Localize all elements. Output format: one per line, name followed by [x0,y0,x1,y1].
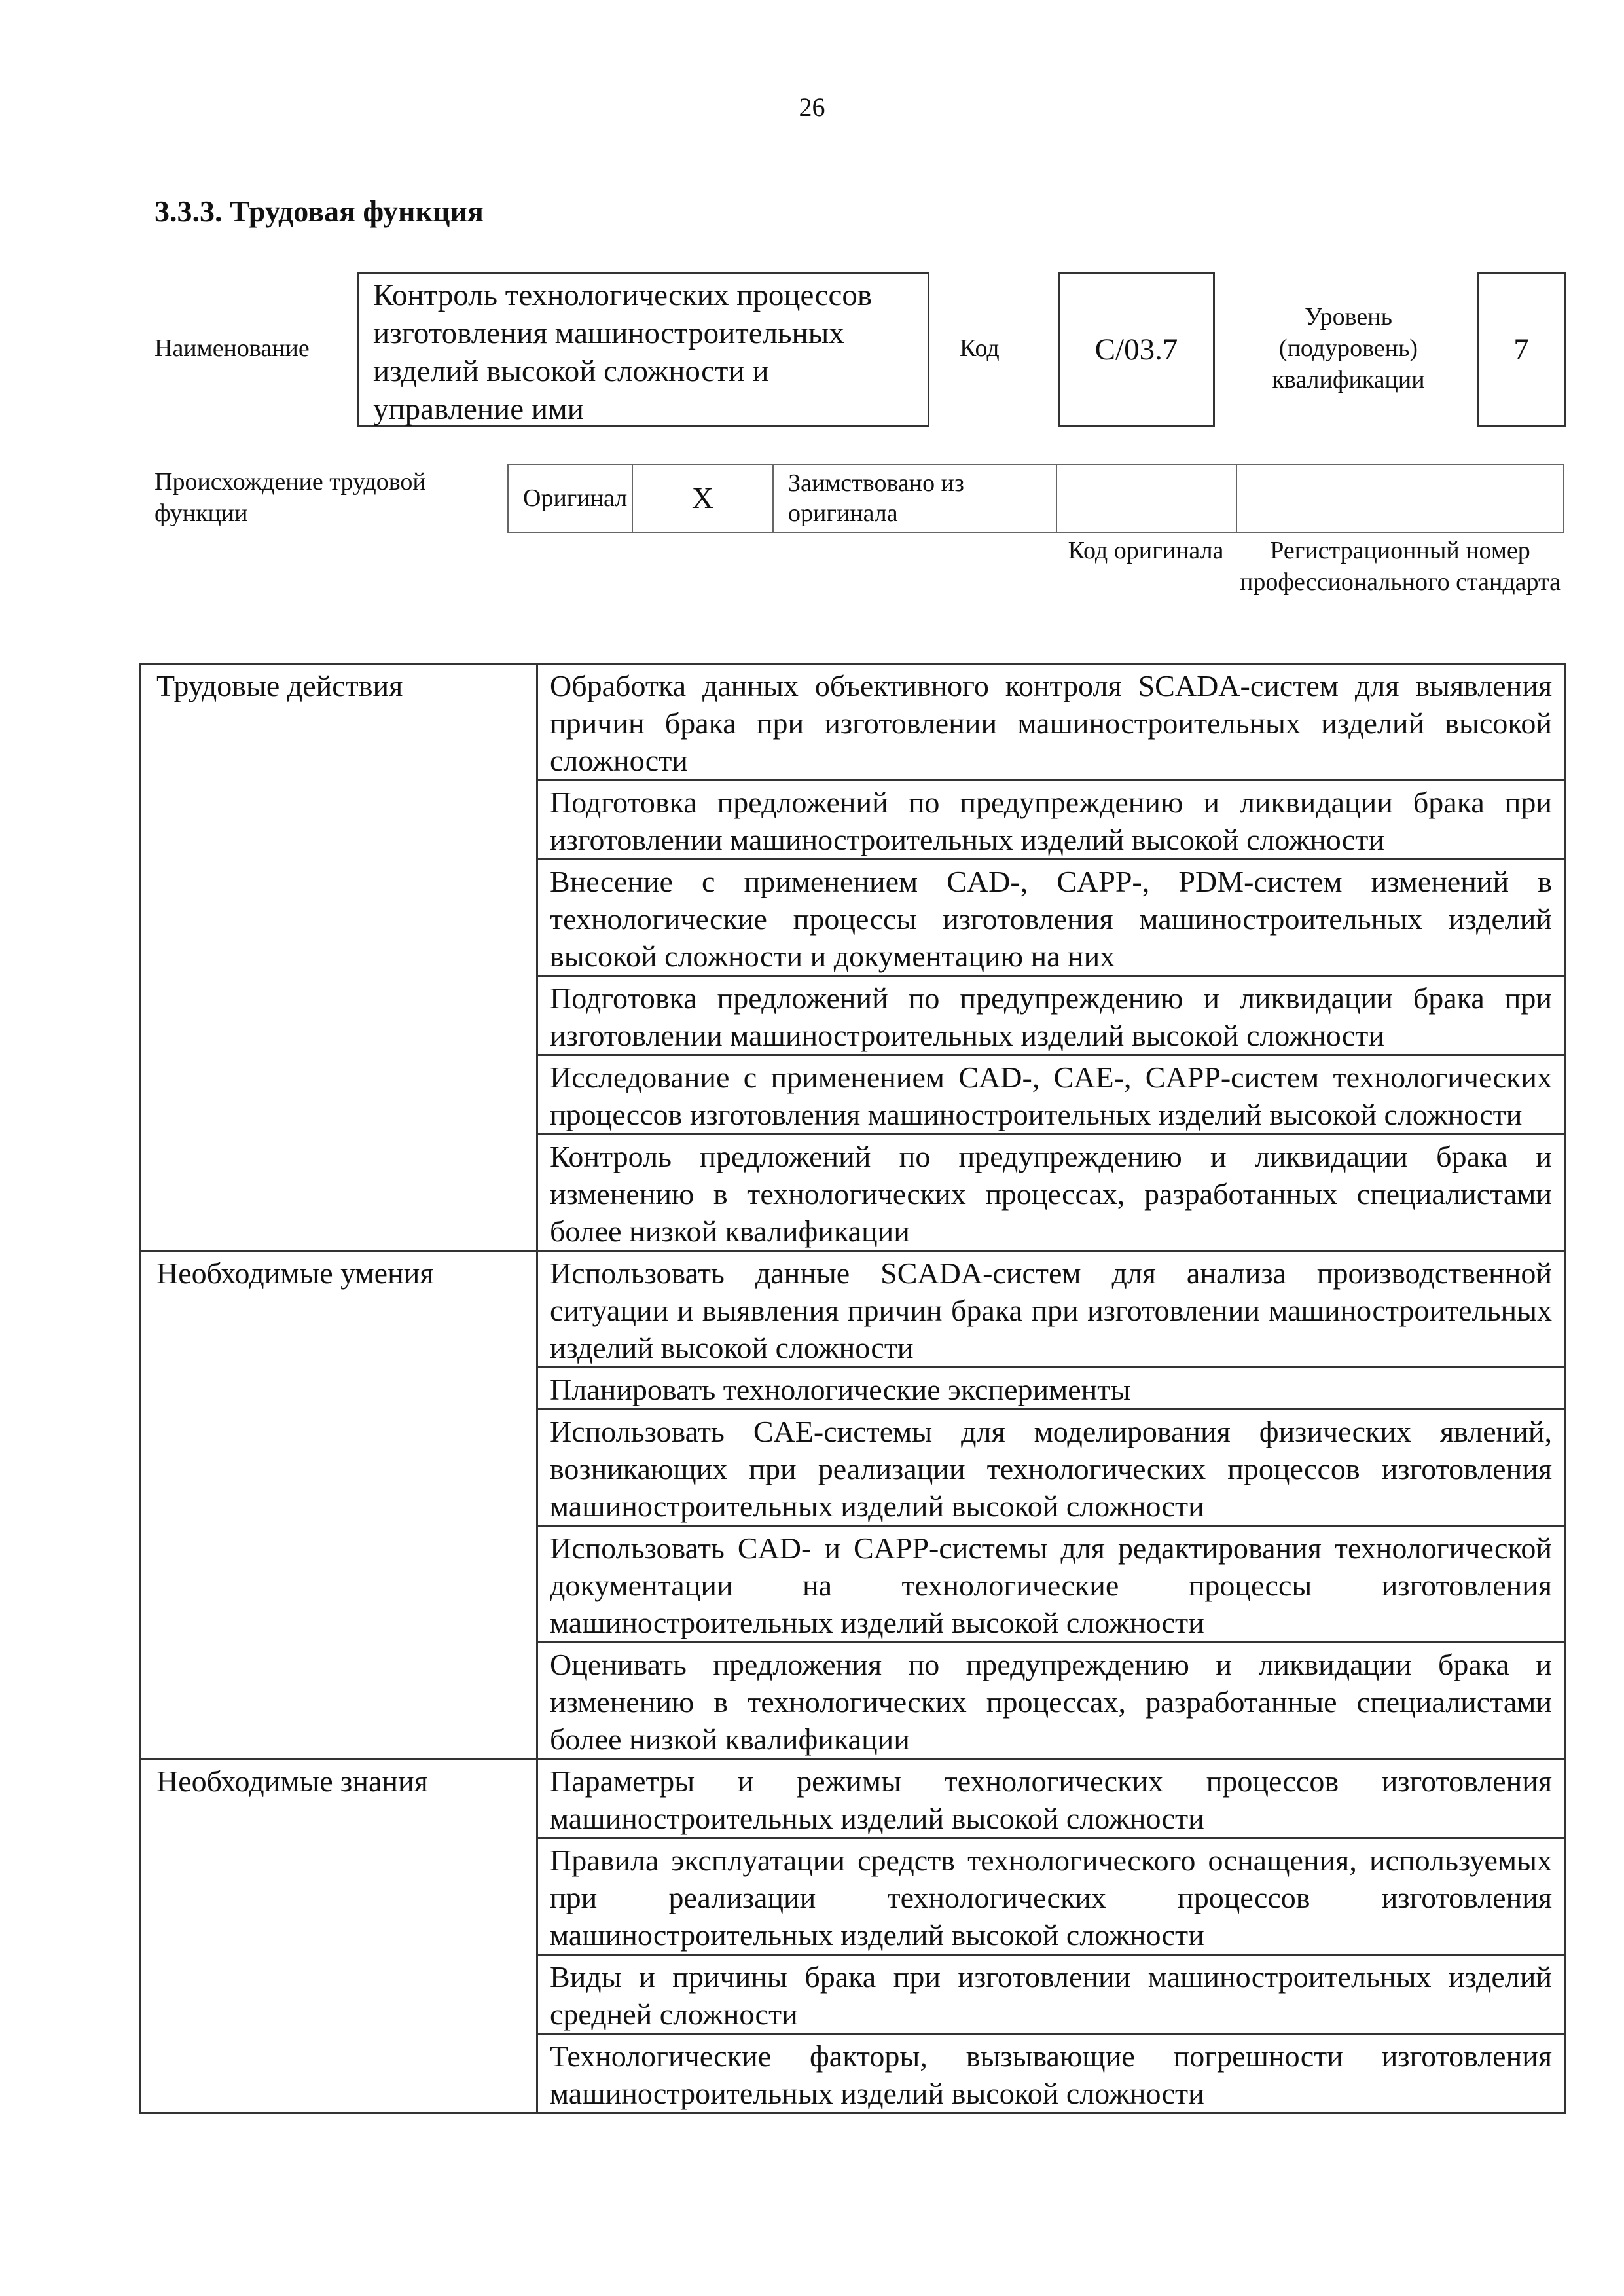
reg-number-caption: Регистрационный номер профессионального стандарта [1240,537,1561,596]
original-label: Оригинал [509,465,633,532]
table-cell: Контроль предложений по предупреждению и ликвидации брака и изменению в технологических процессах, разработанных специалистами более низкой квалификации [537,1135,1565,1251]
level-label: Уровень (подуровень) квалификации [1272,303,1425,393]
function-details-table [139,663,1566,2114]
table-cell: Планировать технологические эксперименты [537,1368,1565,1410]
table-row [140,1759,1565,1838]
table-cell: Правила эксплуатации средств технологического оснащения, используемых при реализации технологических процессов изготовления машиностроительных изделий высокой сложности [537,1838,1565,1955]
code-box: C/03.7 [1058,272,1215,427]
section-title-knowledge: Необходимые знания [140,1759,537,2113]
level-box: 7 [1477,272,1566,427]
table-cell: Виды и причины брака при изготовлении машиностроительных изделий средней сложности [537,1955,1565,2034]
table-cell: Оценивать предложения по предупреждению и ликвидации брака и изменению в технологических процессах, разработанные специалистами более низкой квалификации [537,1643,1565,1759]
table-cell: Исследование с применением CAD-, CAE-, CAPP-систем технологических процессов изготовления машиностроительных изделий высокой сложности [537,1055,1565,1135]
table-cell: Использовать CAE-системы для моделирования физических явлений, возникающих при реализации технологических процессов изготовления машиностроительных изделий высокой сложности [537,1410,1565,1526]
origin-label: Происхождение трудовой функции [154,468,426,527]
section-title: 3.3.3. Трудовая функция [154,194,484,228]
table-row [140,1251,1565,1368]
original-code-caption: Код оригинала [1068,537,1224,564]
origin-grid [507,464,1564,533]
table-row [140,664,1565,780]
table-cell: Использовать данные SCADA-систем для анализа производственной ситуации и выявления причин брака при изготовлении машиностроительных изделий высокой сложности [537,1251,1565,1368]
table-cell: Подготовка предложений по предупреждению и ликвидации брака при изготовлении машиностроительных изделий высокой сложности [537,780,1565,860]
table-cell: Внесение с применением CAD-, CAPP-, PDM-систем изменений в технологические процессы изготовления машиностроительных изделий высокой сложности и документацию на них [537,860,1565,976]
code-label: Код [960,335,1000,362]
reg-number-cell [1237,465,1563,532]
section-title-skills: Необходимые умения [140,1251,537,1759]
section-title-actions: Трудовые действия [140,664,537,1251]
original-mark: X [633,465,774,532]
table-cell: Технологические факторы, вызывающие погрешности изготовления машиностроительных изделий высокой сложности [537,2034,1565,2113]
original-code-cell [1057,465,1237,532]
name-label: Наименование [154,335,310,362]
borrowed-label: Заимствовано из оригинала [774,465,1057,532]
table-cell: Параметры и режимы технологических процессов изготовления машиностроительных изделий высокой сложности [537,1759,1565,1838]
table-cell: Подготовка предложений по предупреждению и ликвидации брака при изготовлении машиностроительных изделий высокой сложности [537,976,1565,1055]
function-name-box: Контроль технологических процессов изготовления машиностроительных изделий высокой сложности и управление ими [357,272,929,427]
table-cell: Использовать CAD- и CAPP-системы для редактирования технологической документации на технологические процессы изготовления машиностроительных изделий высокой сложности [537,1526,1565,1643]
page-number: 26 [799,92,825,122]
table-cell: Обработка данных объективного контроля SCADA-систем для выявления причин брака при изготовлении машиностроительных изделий высокой сложности [537,664,1565,780]
